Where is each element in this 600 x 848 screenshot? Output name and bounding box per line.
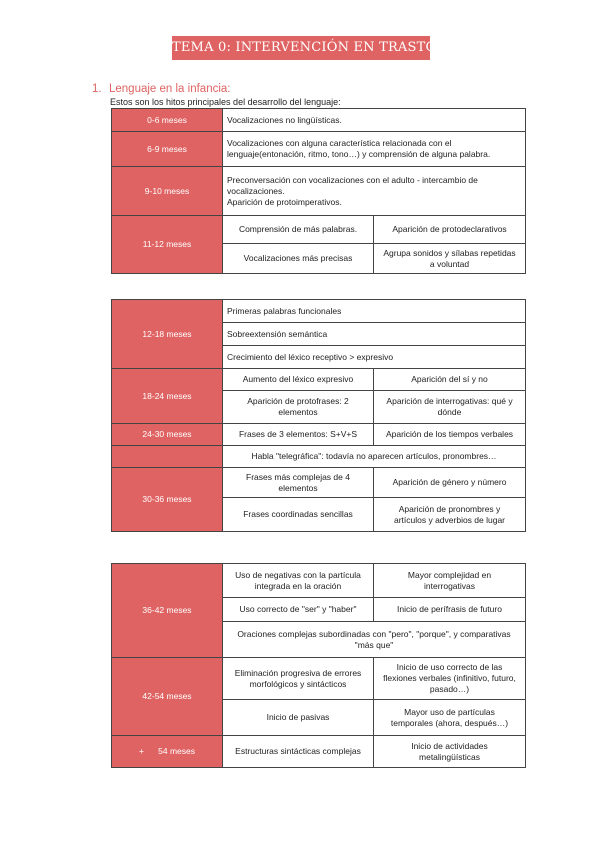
page-title: TEMA 0: INTERVENCIÓN EN TRASTORNOS DE AUDICIÓN (172, 36, 430, 60)
milestone-cell (223, 132, 526, 167)
line: metalingüísticas (419, 751, 480, 762)
line: vocalizaciones. (227, 185, 285, 196)
line: elementos (278, 407, 318, 417)
line: Preconversación con vocalizaciones con el adulto - intercambio de (227, 174, 478, 185)
milestone-cell (223, 658, 374, 700)
age-cell: 30-36 meses (112, 468, 223, 532)
line: Mayor uso de partículas (404, 706, 495, 717)
table-row (112, 109, 526, 132)
milestone-cell: Vocalizaciones no lingüísticas. (223, 109, 526, 132)
table-row (112, 167, 526, 216)
milestone-cell (223, 564, 374, 598)
milestone-cell: Inicio de perífrasis de futuro (374, 598, 526, 622)
line: integrada en la oración (254, 580, 342, 591)
section-number: 1. (92, 83, 102, 95)
line: pasado…) (429, 684, 470, 694)
line: "más que" (354, 639, 394, 650)
line: elementos (278, 482, 318, 493)
milestone-cell (374, 391, 526, 424)
milestone-cell: Uso correcto de "ser" y "haber" (223, 598, 374, 622)
milestone-cell (374, 658, 526, 700)
line: Inicio de actividades (411, 740, 488, 751)
line: Aparición de protoimperativos. (227, 196, 342, 207)
age-cell: 42-54 meses (112, 658, 223, 736)
table-row (112, 132, 526, 167)
milestone-cell (374, 564, 526, 598)
milestone-cell (374, 244, 526, 274)
milestone-cell: Aparición del sí y no (374, 369, 526, 391)
line: Vocalizaciones con alguna característica relacionada con el (227, 138, 452, 148)
table-row (112, 564, 526, 598)
milestone-cell: Vocalizaciones más precisas (223, 244, 374, 274)
line: Oraciones complejas subordinadas con "pero", "porque", y comparativas (237, 628, 511, 639)
milestones-table-12-36 (111, 299, 526, 532)
milestone-cell (223, 167, 526, 216)
intro-text: Estos son los hitos principales del desarrollo del lenguaje: (110, 97, 341, 107)
table-row (112, 446, 526, 468)
line: flexiones verbales (infinitivo, futuro, (383, 673, 516, 683)
age-cell: 36-42 meses (112, 564, 223, 658)
milestone-cell: Sobreextensión semántica (223, 323, 526, 346)
milestone-cell: Comprensión de más palabras. (223, 216, 374, 244)
milestone-cell (374, 736, 526, 768)
line: Aparición de interrogativas: qué y (386, 396, 513, 406)
line: Aparición de pronombres y (398, 503, 501, 514)
line: Uso de negativas con la partícula (235, 569, 361, 580)
line: a voluntad (429, 258, 470, 269)
line: Mayor complejidad en (407, 569, 492, 580)
milestone-cell: Crecimiento del léxico receptivo > expresivo (223, 346, 526, 369)
line: Frases más complejas de 4 (246, 471, 350, 482)
milestones-table-36-plus (111, 563, 526, 768)
age-cell: 11-12 meses (112, 216, 223, 274)
line: Eliminación progresiva de errores (234, 667, 362, 678)
milestone-cell: Inicio de pasivas (223, 700, 374, 736)
milestone-cell: Aparición de protodeclarativos (374, 216, 526, 244)
table-row (112, 658, 526, 700)
line: lenguaje(entonación, ritmo, tono…) y comprensión de alguna palabra. (227, 149, 491, 159)
line: dónde (437, 407, 462, 417)
milestones-table-0-12 (111, 108, 526, 274)
milestone-cell (223, 622, 526, 658)
age-cell: 9-10 meses (112, 167, 223, 216)
line: Inicio de uso correcto de las (396, 662, 503, 672)
section-heading (92, 83, 231, 95)
line: interrogativas (423, 580, 476, 591)
line: Agrupa sonidos y sílabas repetidas (383, 247, 516, 258)
table-row (112, 300, 526, 323)
table-row (112, 369, 526, 391)
age-cell: 12-18 meses (112, 300, 223, 369)
milestone-cell (374, 700, 526, 736)
table-row (112, 468, 526, 498)
table-row (112, 424, 526, 446)
milestone-cell: Frases coordinadas sencillas (223, 498, 374, 532)
age-cell: 6-9 meses (112, 132, 223, 167)
milestone-cell: Habla "telegráfica": todavía no aparecen artículos, pronombres… (223, 446, 526, 468)
milestone-cell: Aparición de los tiempos verbales (374, 424, 526, 446)
line: temporales (ahora, después…) (390, 717, 509, 728)
milestone-cell: Primeras palabras funcionales (223, 300, 526, 323)
line: morfológicos y sintácticos (249, 678, 347, 689)
age-cell: 18-24 meses (112, 369, 223, 424)
section-heading-text: Lenguaje en la infancia: (109, 83, 231, 95)
milestone-cell: Estructuras sintácticas complejas (223, 736, 374, 768)
age-cell: + 54 meses (112, 736, 223, 768)
line: artículos y adverbios de lugar (393, 514, 506, 525)
milestone-cell (374, 498, 526, 532)
milestone-cell: Frases de 3 elementos: S+V+S (223, 424, 374, 446)
age-cell: 24-30 meses (112, 424, 223, 446)
age-cell (112, 446, 223, 468)
milestone-cell: Aparición de género y número (374, 468, 526, 498)
milestone-cell (223, 468, 374, 498)
table-row (112, 736, 526, 768)
table-row (112, 216, 526, 244)
age-cell: 0-6 meses (112, 109, 223, 132)
line: Aparición de protofrases: 2 (247, 396, 349, 406)
milestone-cell (223, 391, 374, 424)
milestone-cell: Aumento del léxico expresivo (223, 369, 374, 391)
